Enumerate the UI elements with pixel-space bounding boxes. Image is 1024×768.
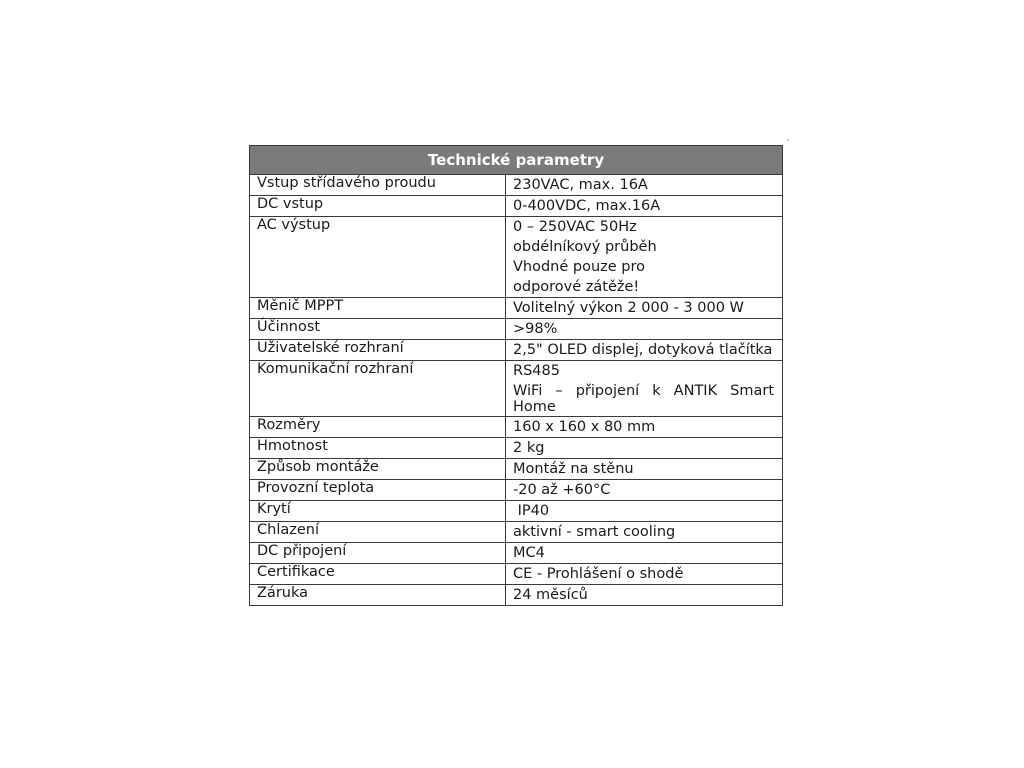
param-value: 160 x 160 x 80 mm — [506, 417, 783, 438]
param-label: Hmotnost — [250, 438, 506, 459]
param-label: DC vstup — [250, 196, 506, 217]
table-row — [250, 585, 783, 606]
param-value — [506, 217, 783, 298]
value-line: RS485 — [513, 363, 560, 379]
table-row — [250, 501, 783, 522]
param-value: 24 měsíců — [506, 585, 783, 606]
param-label: Záruka — [250, 585, 506, 606]
value-line: odporové zátěže! — [513, 279, 640, 295]
param-value: 2 kg — [506, 438, 783, 459]
param-label: Způsob montáže — [250, 459, 506, 480]
param-value: aktivní - smart cooling — [506, 522, 783, 543]
param-label: Měnič MPPT — [250, 298, 506, 319]
param-label: Chlazení — [250, 522, 506, 543]
param-value: -20 až +60°C — [506, 480, 783, 501]
table-row — [250, 175, 783, 196]
table-row — [250, 217, 783, 298]
table-row — [250, 298, 783, 319]
table-title: Technické parametry — [250, 146, 783, 175]
table-row — [250, 480, 783, 501]
param-value: 2,5" OLED displej, dotyková tlačítka — [506, 340, 783, 361]
param-label: DC připojení — [250, 543, 506, 564]
param-value: CE - Prohlášení o shodě — [506, 564, 783, 585]
table-row — [250, 543, 783, 564]
param-value: MC4 — [506, 543, 783, 564]
param-label: Vstup střídavého proudu — [250, 175, 506, 196]
param-label: AC výstup — [250, 217, 506, 298]
param-value: Montáž na stěnu — [506, 459, 783, 480]
param-label: Rozměry — [250, 417, 506, 438]
table-row — [250, 564, 783, 585]
table-row — [250, 438, 783, 459]
param-label: Certifikace — [250, 564, 506, 585]
param-label: Provozní teplota — [250, 480, 506, 501]
table-row — [250, 196, 783, 217]
value-line: WiFi – připojení k ANTIK Smart Home — [513, 383, 775, 415]
table-row — [250, 361, 783, 417]
table-row — [250, 522, 783, 543]
value-line: obdélníkový průběh — [513, 239, 657, 255]
table-row — [250, 459, 783, 480]
param-label: Krytí — [250, 501, 506, 522]
param-label: Komunikační rozhraní — [250, 361, 506, 417]
param-label: Uživatelské rozhraní — [250, 340, 506, 361]
value-line: Vhodné pouze pro — [513, 259, 646, 275]
stray-dot — [787, 139, 789, 141]
param-value: Volitelný výkon 2 000 - 3 000 W — [506, 298, 783, 319]
param-label: Účinnost — [250, 319, 506, 340]
param-value: IP40 — [506, 501, 783, 522]
param-value: 230VAC, max. 16A — [506, 175, 783, 196]
spec-table — [249, 145, 783, 606]
table-row — [250, 417, 783, 438]
param-value: >98% — [506, 319, 783, 340]
table-row — [250, 319, 783, 340]
value-line: 0 – 250VAC 50Hz — [513, 219, 637, 235]
param-value: 0-400VDC, max.16A — [506, 196, 783, 217]
header-row — [250, 146, 783, 175]
table-row — [250, 340, 783, 361]
param-value — [506, 361, 783, 417]
